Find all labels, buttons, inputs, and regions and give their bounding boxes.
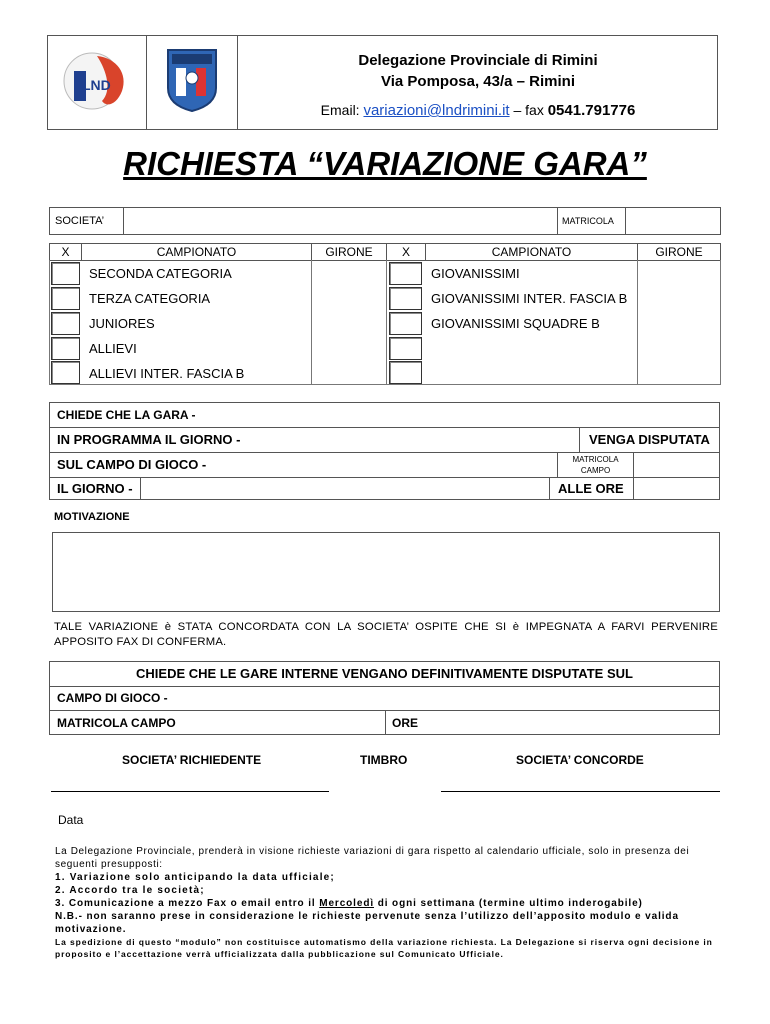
campionato-allievi: ALLIEVI (89, 341, 137, 356)
footer-point-3-day: Mercoledì (319, 898, 375, 909)
checkbox-seconda-categoria[interactable] (51, 262, 80, 285)
matricola-input[interactable] (625, 207, 721, 235)
campionato-giovanissimi-inter-fascia-b: GIOVANISSIMI INTER. FASCIA B (431, 291, 628, 306)
il-giorno-label: IL GIORNO - (57, 481, 133, 496)
interne-vline (385, 710, 386, 735)
signature-line-richiedente[interactable] (51, 791, 329, 792)
table-row-left (49, 261, 311, 286)
in-programma-label: IN PROGRAMMA IL GIORNO - (57, 432, 241, 447)
interne-title: CHIEDE CHE LE GARE INTERNE VENGANO DEFINITIVAMENTE DISPUTATE SUL (136, 666, 633, 681)
chiede-gara-label: CHIEDE CHE LA GARA - (57, 407, 196, 422)
checkbox-juniores[interactable] (51, 312, 80, 335)
matricola-campo-line2: CAMPO (580, 466, 611, 475)
societa-concorde-label: SOCIETA’ CONCORDE (516, 753, 644, 767)
sul-campo-label: SUL CAMPO DI GIOCO - (57, 457, 207, 472)
footer-disclaimer: La spedizione di questo “modulo” non costituisce automatismo della variazione richiesta. La Delegazione si riserva ogni decisione in proposito e l’accettazione verrà ufficializzata dalla pubblicazione sul Comunicato Ufficiale. (55, 937, 713, 959)
ore-label: ORE (392, 715, 419, 730)
table-row-right (386, 311, 637, 336)
table-vline-3 (637, 260, 638, 385)
footer-nb: N.B.- non saranno prese in considerazione le richieste pervenute senza l’utilizzo dell’apposito modulo e valida motivazione. (55, 911, 679, 935)
footer-point-1: 1. Variazione solo anticipando la data ufficiale; (55, 872, 335, 883)
matricola-campo-label: MATRICOLA CAMPO (57, 715, 176, 730)
page-title: RICHIESTA “VARIAZIONE GARA” (123, 145, 647, 182)
alle-ore-label: ALLE ORE (558, 481, 624, 496)
fax-label: – fax (509, 102, 548, 118)
societa-label: SOCIETA’ (55, 215, 105, 227)
col-x-left: X (49, 243, 82, 261)
rimini-shield-logo (166, 48, 218, 112)
venga-disputata-label: VENGA DISPUTATA (589, 432, 710, 447)
checkbox-right-empty-1[interactable] (389, 337, 422, 360)
col-campionato-left: CAMPIONATO (81, 243, 312, 261)
campionato-juniores: JUNIORES (89, 316, 155, 331)
col-girone-left: GIRONE (311, 243, 387, 261)
fax-number: 0541.791776 (547, 102, 636, 119)
checkbox-giovanissimi-inter-fascia-b[interactable] (389, 287, 422, 310)
table-vline-1 (311, 260, 312, 385)
footer-point-3 (55, 897, 720, 910)
chiede-vline-venga (579, 427, 580, 452)
email-link[interactable]: variazioni@lndrimini.it (363, 102, 510, 119)
checkbox-giovanissimi-squadre-b[interactable] (389, 312, 422, 335)
motivazione-label: MOTIVAZIONE (54, 511, 130, 523)
header-divider-1 (146, 35, 147, 130)
footer-notes (55, 845, 720, 960)
societa-richiedente-label: SOCIETA’ RICHIEDENTE (122, 753, 262, 767)
header-contacts (238, 102, 718, 119)
campionato-terza-categoria: TERZA CATEGORIA (89, 291, 211, 306)
matricola-campo-line1: MATRICOLA (572, 455, 619, 464)
motivazione-textarea[interactable] (52, 532, 720, 612)
footer-point-3-c: di ogni settimana (termine ultimo inderogabile) (374, 898, 643, 909)
alle-ore-input[interactable] (633, 477, 720, 500)
matricola-campo-input[interactable] (634, 453, 719, 477)
col-x-right: X (386, 243, 426, 261)
footer-point-2: 2. Accordo tra le società; (55, 885, 205, 896)
table-row-right (386, 361, 637, 385)
data-label: Data (58, 813, 84, 827)
campionato-seconda-categoria: SECONDA CATEGORIA (89, 266, 232, 281)
header-line2: Via Pomposa, 43/a – Rimini (381, 73, 575, 90)
table-row-right (386, 261, 637, 286)
matricola-label: MATRICOLA (562, 216, 614, 226)
campo-di-gioco-label: CAMPO DI GIOCO - (57, 691, 168, 705)
checkbox-allievi[interactable] (51, 337, 80, 360)
il-giorno-input[interactable] (140, 477, 550, 500)
signature-line-concorde[interactable] (441, 791, 720, 792)
table-row-left (49, 336, 311, 361)
campionato-giovanissimi-squadre-b: GIOVANISSIMI SQUADRE B (431, 316, 600, 331)
email-label: Email: (320, 102, 364, 118)
campionato-table (49, 243, 721, 385)
table-row-left (49, 361, 311, 385)
col-girone-right: GIRONE (637, 243, 721, 261)
concordata-text: TALE VARIAZIONE è STATA CONCORDATA CON LA SOCIETA’ OSPITE CHE SI è IMPEGNATA A FARVI PERVENIRE APPOSITO FAX DI CONFERMA. (54, 621, 718, 648)
table-row-left (49, 286, 311, 311)
col-campionato-right: CAMPIONATO (425, 243, 638, 261)
header-line1: Delegazione Provinciale di Rimini (358, 52, 598, 69)
societa-input[interactable] (123, 207, 558, 235)
footer-point-3-a: 3. Comunicazione a mezzo Fax o email entro il (55, 898, 320, 909)
footer-intro: La Delegazione Provinciale, prenderà in visione richieste variazioni di gara rispetto al calendario ufficiale, solo in presenza dei seguenti presupposti: (55, 846, 690, 870)
lnd-logo-text: LND (82, 77, 111, 93)
lnd-logo (62, 46, 132, 116)
campionato-allievi-inter-fascia-b: ALLIEVI INTER. FASCIA B (89, 365, 245, 381)
campionato-giovanissimi: GIOVANISSIMI (431, 266, 520, 281)
checkbox-allievi-inter-fascia-b[interactable] (51, 361, 80, 384)
timbro-label: TIMBRO (360, 753, 408, 767)
table-row-left (49, 311, 311, 336)
checkbox-right-empty-2[interactable] (389, 361, 422, 384)
checkbox-terza-categoria[interactable] (51, 287, 80, 310)
checkbox-giovanissimi[interactable] (389, 262, 422, 285)
matricola-campo-small (558, 452, 633, 477)
table-row-right (386, 336, 637, 361)
table-row-right (386, 286, 637, 311)
